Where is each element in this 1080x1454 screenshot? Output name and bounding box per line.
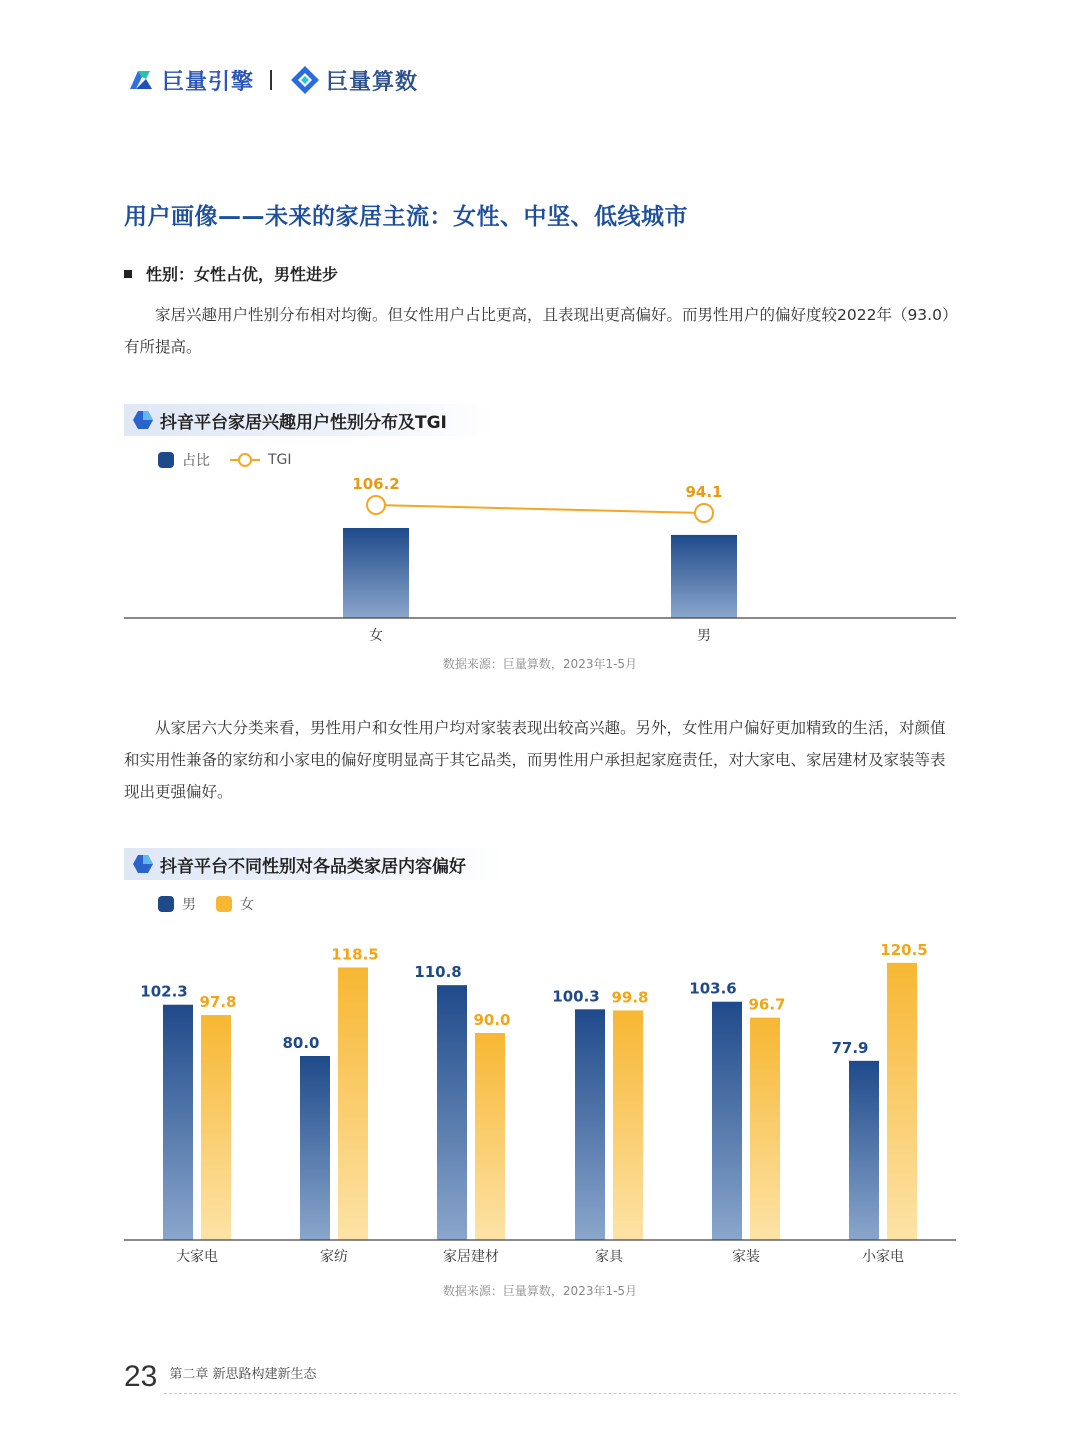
chart2-bar-female-0 [201,1015,231,1240]
chart2-x-tick-5: 小家电 [862,1249,904,1265]
chart1-x-tick-0: 女 [369,628,383,644]
chart2-value-label-female-0: 97.8 [199,993,237,1012]
chart2-bar-male-3 [575,1009,605,1240]
paragraph-1-text: 家居兴趣用户性别分布相对均衡。但女性用户占比更高，且表现出更高偏好。而男性用户的偏好度较2022年（93.0）有所提高。 [124,306,950,356]
chart2-bar-male-4 [712,1002,742,1240]
chart2-bar-male-2 [437,985,467,1240]
chart2-x-tick-3: 家具 [595,1249,623,1265]
chart2-value-label-male-2: 110.8 [414,963,462,982]
chart2-value-label-male-4: 103.6 [689,979,737,998]
chart1-tgi-label-0: 106.2 [352,475,400,493]
chart2-bar-male-5 [849,1061,879,1240]
legend-label-female: 女 [240,897,254,913]
chart2-title: 抖音平台不同性别对各品类家居内容偏好 [160,856,466,877]
chart2-value-label-female-2: 90.0 [473,1011,511,1029]
section-heading-text: 性别：女性占优，男性进步 [146,265,339,284]
chart2-x-tick-4: 家装 [732,1249,760,1265]
chart2-x-tick-0: 大家电 [176,1249,218,1265]
chart2-value-label-female-5: 120.5 [880,940,928,959]
chart2-value-label-female-1: 118.5 [331,945,379,964]
paragraph-2-text: 从家居六大分类来看，男性用户和女性用户均对家装表现出较高兴趣。另外，女性用户偏好更加精致的生活，对颜值和实用性兼备的家纺和小家电的偏好度明显高于其它品类，而男性用户承担起家庭责任，对大家电、家居建材及家装等表现出更强偏好。 [124,719,946,801]
chart2-bar-male-1 [300,1056,330,1240]
footer [124,1360,956,1394]
legend-label-share: 占比 [182,453,210,469]
chart2-value-label-male-3: 100.3 [552,987,600,1006]
chart1-x-tick-1: 男 [697,628,711,644]
chart2-value-label-male-5: 77.9 [831,1038,869,1057]
chart2-x-tick-1: 家纺 [320,1249,348,1265]
chart1-tgi-label-1: 94.1 [685,483,723,501]
chart1-title: 抖音平台家居兴趣用户性别分布及TGI [160,412,447,433]
chart2-bar-female-3 [613,1010,643,1240]
chart2-bar-female-2 [475,1033,505,1240]
chart2-value-label-female-4: 96.7 [748,995,786,1014]
chart2-bar-female-1 [338,967,368,1240]
chart2-value-label-male-0: 102.3 [140,982,188,1001]
page-title: 用户画像——未来的家居主流：女性、中坚、低线城市 [124,204,688,230]
chart2-source: 数据来源：巨量算数，2023年1-5月 [442,1284,638,1298]
chart2-bar-female-5 [887,963,917,1240]
chapter-label: 第二章 新思路构建新生态 [169,1367,317,1382]
chart2-value-label-male-1: 80.0 [282,1034,320,1052]
legend-label-tgi: TGI [268,452,292,468]
footer-rule [164,1393,956,1394]
brand-juliang-suanshu: 巨量算数 [326,69,419,95]
page-number: 23 [124,1360,158,1393]
legend-label-male: 男 [182,897,196,913]
brand-juliang-engine: 巨量引擎 [162,69,255,95]
chart2-value-label-female-3: 99.8 [611,988,649,1007]
chart1-source: 数据来源：巨量算数，2023年1-5月 [442,657,638,671]
chart2-x-tick-2: 家居建材 [443,1249,499,1265]
chart2-bar-male-0 [163,1005,193,1240]
chart2-bar-female-4 [750,1018,780,1240]
